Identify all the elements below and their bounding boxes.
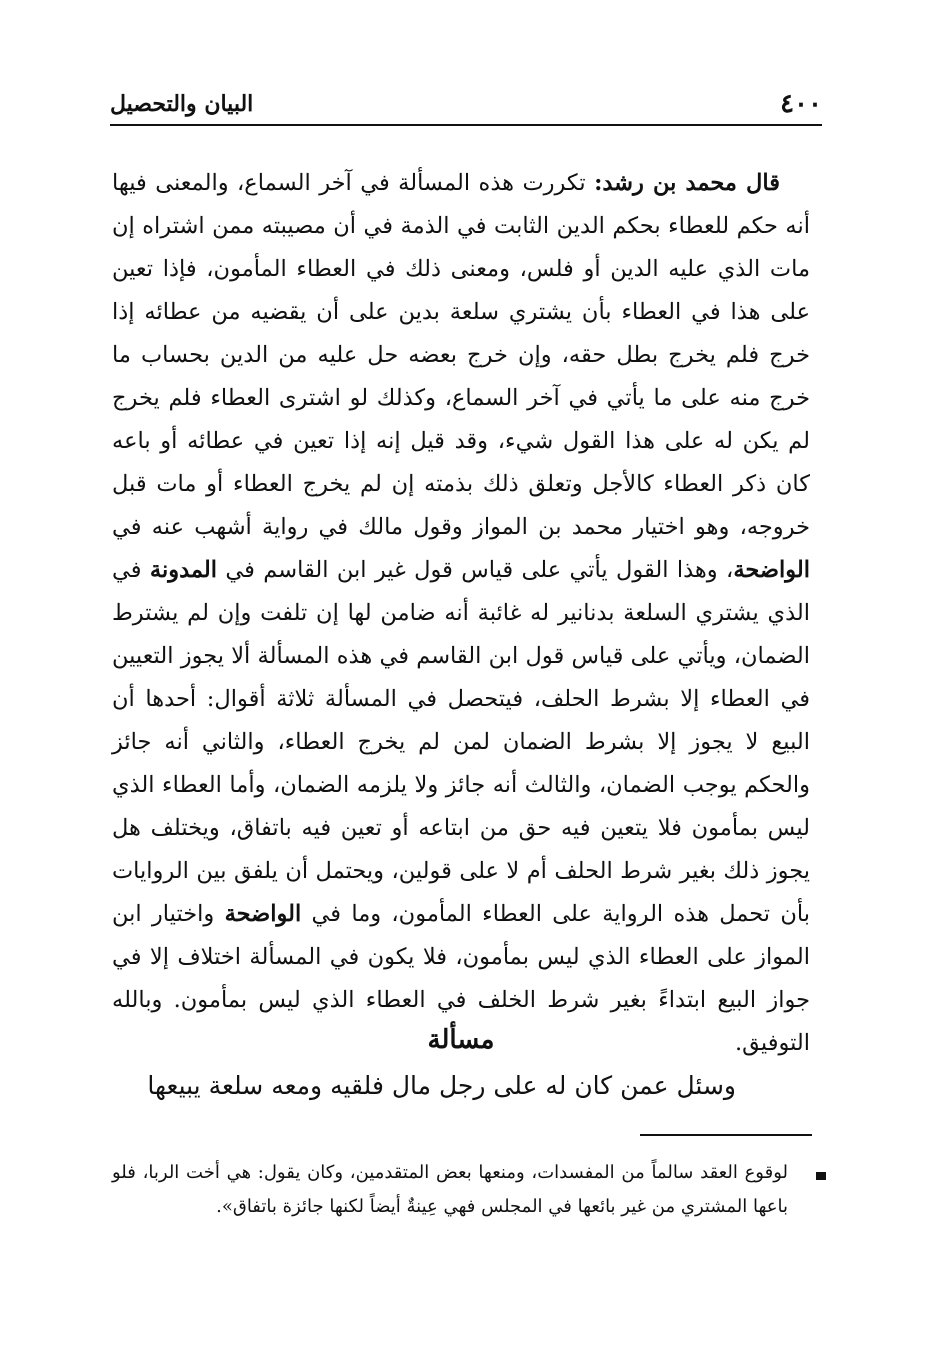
header-divider: [110, 124, 822, 126]
footnote-divider: [640, 1134, 812, 1136]
book-title: البيان والتحصيل: [110, 91, 254, 117]
text-segment: تكررت هذه المسألة في آخر السماع، والمعنى فيها أنه حكم للعطاء بحكم الدين الثابت في الذمة في أن مصيبته ممن اشتراه إن مات الذي عليه الدين أو فلس، ومعنى ذلك في العطاء المأمون، فإذا تعين على هذا في العطاء بأن يشتري سلعة بدين على أن يقضيه من عطائه إذا خرج فلم يخرج بطل حقه، وإن خرج بعضه حل عليه من الدين بحساب ما خرج منه على ما يأتي في آخر السماع، وكذلك لو اشترى العطاء فلم يخرج لم يكن له على هذا القول شيء، وقد قيل إنه إذا تعين في عطائه أو باعه كان ذكر العطاء كالأجل وتعلق ذلك بذمته إن لم يخرج العطاء أو مات قبل خروجه، وهو اختيار محمد بن المواز وقول مالك في رواية أشهب عنه في: [112, 170, 810, 540]
section-heading: مسألة: [427, 1025, 495, 1055]
question-text: وسئل عمن كان له على رجل مال فلقيه ومعه سلعة يبيعها: [147, 1071, 736, 1100]
page-number: ٤٠٠: [780, 89, 822, 119]
commentary-paragraph: [112, 162, 810, 1065]
text-segment: في الذي يشتري السلعة بدنانير له غائبة أنه ضامن لها إن تلفت وإن لم يشترط الضمان، ويأتي على قياس قول ابن القاسم في هذه المسألة ألا يجوز التعيين في العطاء إلا بشرط الحلف، فيتحصل في المسألة ثلاثة أقوال: أحدها أن البيع لا يجوز إلا بشرط الضمان لمن لم يخرج العطاء، والثاني أنه جائز والحكم يوجب الضمان، والثالث أنه جائز ولا يلزمه الضمان، وأما العطاء الذي ليس بمأمون فلا يتعين فيه حق من ابتاعه أو تعين فيه باتفاق، ويختلف هل يجوز ذلك بغير شرط الحلف أم لا على قولين، ويحتمل أن يلفق بين الروايات بأن تحمل هذه الرواية على العطاء المأمون، وما في: [112, 557, 810, 927]
text-segment: ، وهذا القول يأتي على قياس قول غير ابن القاسم في: [217, 557, 734, 583]
footnote-text: لوقوع العقد سالماً من المفسدات، ومنعها بعض المتقدمين، وكان يقول: هي أخت الربا، فلو باعها المشتري من غير بائعها في المجلس فهي عِينةٌ أيضاً لكنها جائزة باتفاق».: [112, 1162, 788, 1217]
footnote-continuation-marker: [816, 1172, 826, 1180]
source-name-mudawwana: المدونة: [149, 557, 218, 583]
speaker-label: قال محمد بن رشد:: [594, 170, 780, 196]
running-head: [110, 88, 822, 120]
main-commentary: [112, 162, 810, 1065]
text-segment: واختيار ابن المواز على العطاء الذي ليس بمأمون، فلا يكون في المسألة اختلاف إلا في جواز البيع ابتداءً بغير شرط الخلف في العطاء الذي ليس بمأمون. وبالله التوفيق.: [112, 901, 810, 1056]
source-name-wadiha: الواضحة: [224, 901, 302, 927]
section-first-line: [112, 1064, 810, 1108]
source-name-wadiha: الواضحة: [733, 557, 810, 583]
